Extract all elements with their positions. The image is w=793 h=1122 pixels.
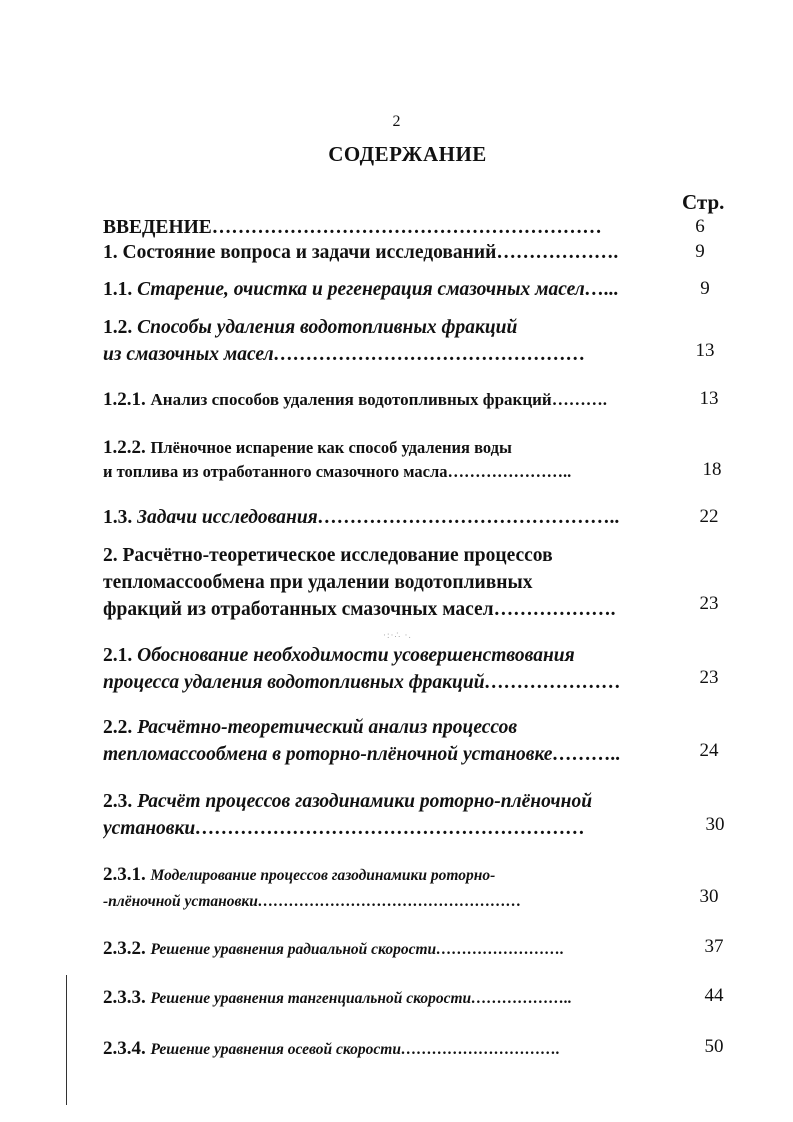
- toc-entry-number: 1.2.2.: [103, 437, 151, 458]
- toc-page-number: 44: [704, 985, 724, 1006]
- toc-entry-text: из смазочных масел…………………………………………: [103, 344, 586, 365]
- toc-entry-number: 1.: [103, 242, 123, 263]
- toc-entry-text: [103, 984, 683, 1012]
- toc-entry-number: 2.3.2.: [103, 938, 151, 959]
- toc-entry-text: 2. Расчётно-теоретическое исследование процессов: [103, 545, 553, 566]
- toc-page-number: 9: [700, 278, 710, 299]
- toc-entry-2-3: [103, 788, 683, 842]
- toc-entry-chapter-2: [103, 542, 683, 623]
- toc-entry-number: 1.2.1.: [103, 389, 151, 410]
- toc-entry-title: Анализ способов удаления водотопливных фракций……….: [150, 390, 607, 409]
- toc-page-number: 18: [702, 459, 722, 480]
- toc-page-number: 13: [695, 340, 715, 361]
- toc-entry-title: Решение уравнения осевой скорости………………………….: [150, 1041, 560, 1058]
- toc-entry-number: 2.3.1.: [103, 864, 151, 885]
- toc-entry-chapter-1: [103, 239, 683, 266]
- toc-entry-title: Плёночное испарение как способ удаления воды: [150, 438, 512, 457]
- toc-entry-2-2: [103, 714, 683, 768]
- toc-entry-title: Состояние вопроса и задачи исследований……………….: [122, 242, 619, 263]
- toc-entry-title: Обоснование необходимости усовершенствования: [137, 645, 575, 666]
- toc-entry-text: [103, 714, 683, 741]
- toc-entry-title: Решение уравнения тангенциальной скорости………………..: [150, 990, 572, 1007]
- toc-entry-number: 2.3.: [103, 791, 138, 812]
- toc-entry-text: процесса удаления водотопливных фракций…………………: [103, 672, 622, 693]
- toc-page-number: 24: [699, 740, 719, 761]
- toc-entry-text: [103, 239, 683, 266]
- toc-entry-1-2: [103, 314, 683, 368]
- toc-entry-2-3-4: [103, 1035, 683, 1063]
- toc-entry-text: ВВЕДЕНИЕ……………………………………………………: [103, 217, 602, 238]
- toc-entry-number: 2.3.3.: [103, 987, 151, 1008]
- toc-entry-text: -плёночной установки……………………………………………: [103, 893, 522, 910]
- toc-entry-number: 2.2.: [103, 717, 138, 738]
- toc-entry-text: [103, 386, 683, 413]
- toc-entry-text: и топлива из отработанного смазочного масла…………………..: [103, 462, 572, 481]
- toc-entry-intro: [103, 214, 683, 241]
- toc-entry-title: Расчётно-теоретический анализ процессов: [137, 717, 518, 738]
- toc-entry-text: фракций из отработанных смазочных масел……………….: [103, 599, 616, 620]
- toc-entry-1-2-1: [103, 386, 683, 413]
- toc-entry-text: тепломассообмена в роторно-плёночной установке………..: [103, 744, 621, 765]
- toc-entry-text: [103, 436, 683, 460]
- toc-entry-text: [103, 314, 683, 341]
- toc-entry-title: Расчёт процессов газодинамики роторно-плёночной: [137, 791, 593, 812]
- toc-entry-number: 1.1.: [103, 279, 138, 300]
- toc-entry-2-3-3: [103, 984, 683, 1012]
- toc-entry-text: [103, 276, 683, 303]
- toc-entry-title: Способы удаления водотопливных фракций: [137, 317, 518, 338]
- toc-entry-number: 2.1.: [103, 645, 138, 666]
- toc-page-number: 37: [704, 936, 724, 957]
- toc-entry-title: Старение, очистка и регенерация смазочных масел…...: [137, 279, 619, 300]
- toc-entry-text: [103, 504, 683, 531]
- toc-entry-number: 1.2.: [103, 317, 138, 338]
- page-title: СОДЕРЖАНИЕ: [328, 142, 487, 166]
- toc-entry-text: [103, 788, 683, 815]
- toc-entry-title: Моделирование процессов газодинамики роторно-: [150, 867, 496, 884]
- toc-page-number: 50: [704, 1036, 724, 1057]
- toc-entry-text: [103, 1035, 683, 1063]
- toc-entry-1-3: [103, 504, 683, 531]
- toc-page-number: 23: [699, 667, 719, 688]
- toc-entry-1-2-2: [103, 436, 683, 484]
- toc-entry-2-3-2: [103, 935, 683, 963]
- toc-entry-title: Задачи исследования………………………………………..: [137, 507, 620, 528]
- toc-entry-number: 1.3.: [103, 507, 138, 528]
- toc-page-number: 30: [699, 886, 719, 907]
- toc-page-number: 6: [695, 216, 705, 237]
- page-number: 2: [392, 113, 401, 130]
- toc-entry-2-1: [103, 642, 683, 696]
- toc-page-number: 13: [699, 388, 719, 409]
- toc-entry-2-3-1: [103, 862, 683, 915]
- toc-page-number: 22: [699, 506, 719, 527]
- toc-page-number: 9: [695, 241, 705, 262]
- toc-entry-number: 2.3.4.: [103, 1038, 151, 1059]
- toc-page-number: 30: [705, 814, 725, 835]
- toc-entry-text: установки……………………………………………………: [103, 818, 586, 839]
- pages-column-header: Стр.: [682, 190, 725, 214]
- toc-entry-title: Решение уравнения радиальной скорости…………………….: [150, 941, 565, 958]
- toc-entry-text: [103, 862, 683, 889]
- toc-page-number: 23: [699, 593, 719, 614]
- toc-entry-text: [103, 642, 683, 669]
- toc-entry-1-1: [103, 276, 683, 303]
- scan-margin-line: [66, 975, 67, 1105]
- scan-speck: ·:·∴ ·.: [383, 630, 412, 640]
- toc-entry-text: [103, 935, 683, 963]
- toc-entry-text: тепломассообмена при удалении водотопливных: [103, 572, 533, 593]
